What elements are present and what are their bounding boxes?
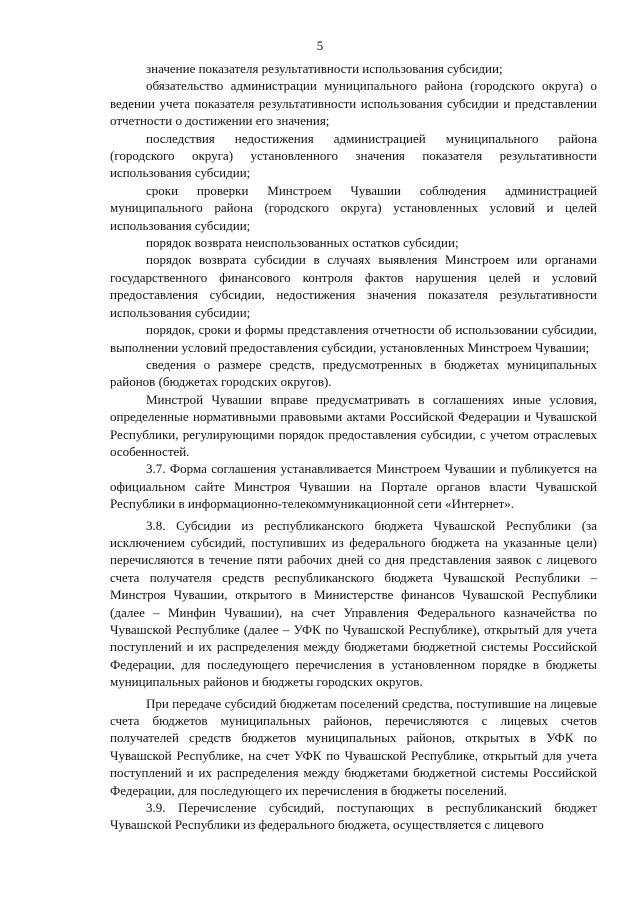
- paragraph-funds-size: сведения о размере средств, предусмотренных в бюджетах муниципальных районов (бюджетах городских округов).: [110, 356, 597, 390]
- paragraph-inspection-terms: сроки проверки Минстроем Чувашии соблюдения администрацией муниципального района (городского округа) установленных условий и целей использования субсидии;: [110, 182, 597, 233]
- paragraph-other-conditions: Минстрой Чувашии вправе предусматривать в соглашениях иные условия, определенные нормативными правовыми актами Российской Федерации и Чувашской Республики, регулирующими порядок предоставления субсидии, с учетом отраслевых особенностей.: [110, 391, 597, 459]
- paragraph-settlements-transfer: При передаче субсидий бюджетам поселений средства, поступившие на лицевые счета бюджетов муниципальных районов, перечисляются с лицевых счетов получателей средств бюджетов муниципальных районов, открытых в УФК по Чувашской Республике, на счет УФК по Чувашской Республике, открытый для учета поступлений и их распределения между бюджетами бюджетной системы Российской Федерации, для последующего их перечисления в бюджеты поселений.: [110, 695, 597, 798]
- page-number: 5: [316, 38, 324, 53]
- paragraph-section-3-8: 3.8. Субсидии из республиканского бюджета Чувашской Республики (за исключением субсидий, поступивших из федерального бюджета на указанные цели) перечисляются в течение пяти рабочих дней со дня представления заявок с лицевого счета получателя средств республиканского бюджета Чувашской Республики – Минстроя Чувашии, открытого в Министерстве финансов Чувашской Республики (далее – Минфин Чувашии), на счет Управления Федерального казначейства по Чувашской Республике (далее – УФК по Чувашской Республике), открытый для учета поступлений и их распределения между бюджетами бюджетной системы Российской Федерации, для последующего перечисления в установленном порядке в бюджеты муниципальных районов и бюджеты городских округов.: [110, 517, 597, 690]
- paragraph-section-3-7: 3.7. Форма соглашения устанавливается Минстроем Чувашии и публикуется на официальном сайте Минстроя Чувашии на Портале органов власти Чувашской Республики в информационно-телекоммуникационной сети «Интернет».: [110, 461, 597, 512]
- paragraph-reporting: порядок, сроки и формы представления отчетности об использовании субсидии, выполнении условий предоставления субсидии, установленных Минстроем Чувашии;: [110, 322, 597, 355]
- paragraph-subsidy-return: порядок возврата субсидии в случаях выявления Минстроем или органами государственного финансового контроля фактов нарушения целей и условий предоставления субсидии, недостижения значения показателя результативности использования субсидии;: [110, 252, 597, 320]
- paragraph-unused-balance-return: порядок возврата неиспользованных остатков субсидии;: [146, 235, 459, 251]
- paragraph-section-3-9: 3.9. Перечисление субсидий, поступающих в республиканский бюджет Чувашской Республики из федерального бюджета, осуществляется с лицевого: [110, 800, 597, 833]
- paragraph-obligation-accounting: обязательство администрации муниципального района (городского округа) о ведении учета показателя результативности использования субсидии и представлении отчетности о достижении его значения;: [110, 78, 597, 129]
- document-body: [110, 60, 597, 834]
- paragraph-consequences: последствия недостижения администрацией муниципального района (городского округа) установленного значения показателя результативности использования субсидии;: [110, 130, 597, 181]
- paragraph-indicator-value: значение показателя результативности использования субсидии;: [146, 61, 503, 76]
